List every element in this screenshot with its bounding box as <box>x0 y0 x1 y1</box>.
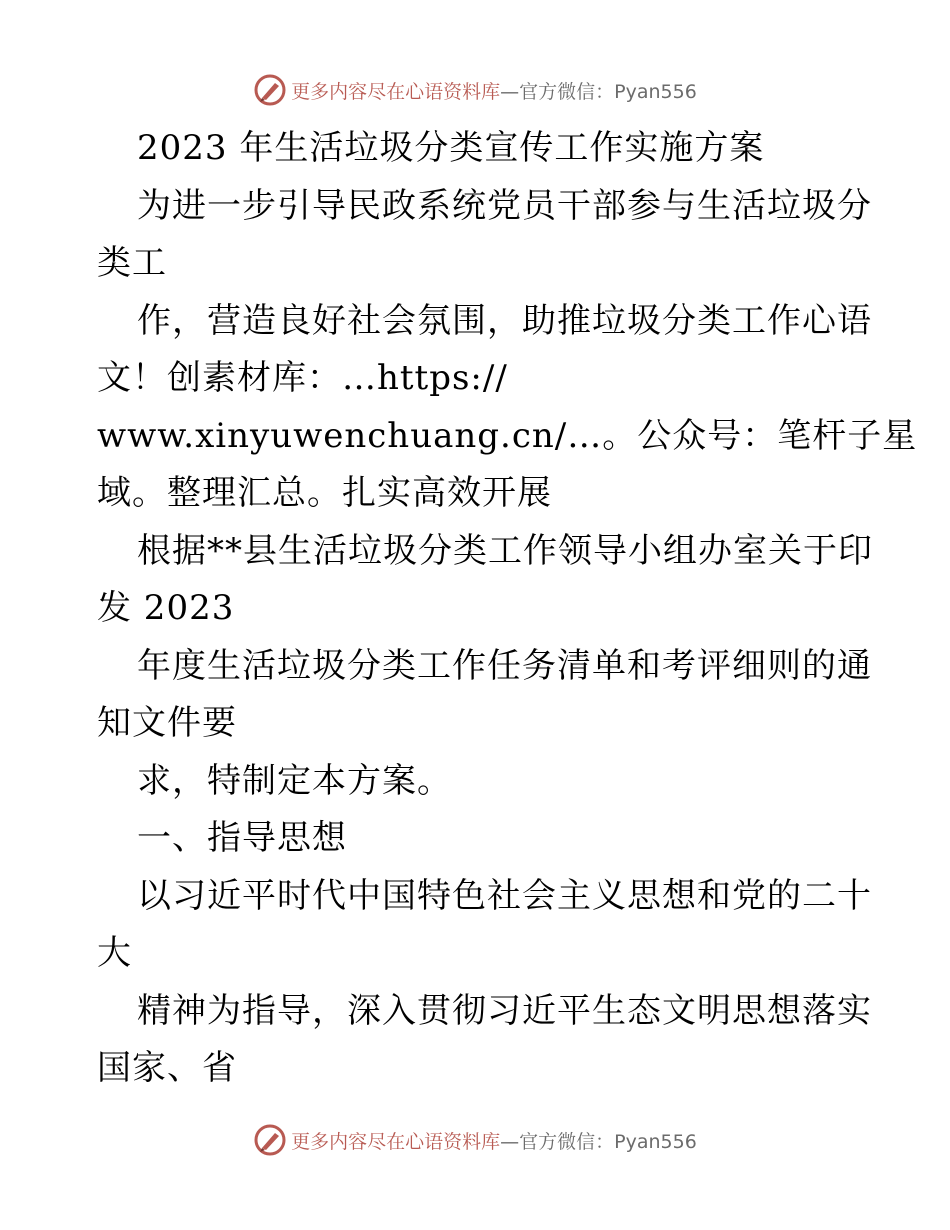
paragraph-line: 域。整理汇总。扎实高效开展 <box>97 473 552 513</box>
pen-circle-icon <box>253 1123 287 1157</box>
paragraph-line: 知文件要 <box>97 703 237 743</box>
header-watermark-banner <box>0 70 950 110</box>
paragraph-line: 根据**县生活垃圾分类工作领导小组办室关于印 <box>137 530 873 571</box>
document-body <box>97 120 918 1098</box>
paragraph-line: 发 2023 <box>97 588 235 628</box>
paragraph-line: 国家、省 <box>97 1048 237 1088</box>
paragraph-line: 以习近平时代中国特色社会主义思想和党的二十 <box>137 875 872 916</box>
paragraph-line: 类工 <box>97 243 167 283</box>
document-title: 2023 年生活垃圾分类宣传工作实施方案 <box>137 128 765 168</box>
paragraph-line: www.xinyuwenchuang.cn/…。公众号：笔杆子星 <box>97 415 918 456</box>
paragraph-line: 文！创素材库：…https:// <box>97 358 508 398</box>
footer-watermark-banner <box>0 1120 950 1160</box>
footer-banner-text: 更多内容尽在心语资料库—官方微信：Pyan556 <box>291 1130 697 1153</box>
paragraph-line: 精神为指导，深入贯彻习近平生态文明思想落实 <box>137 990 872 1031</box>
header-banner-text: 更多内容尽在心语资料库—官方微信：Pyan556 <box>291 80 697 103</box>
section-heading: 一、指导思想 <box>137 818 347 858</box>
pen-circle-icon <box>253 73 287 107</box>
paragraph-line: 大 <box>97 933 132 973</box>
paragraph-line: 求，特制定本方案。 <box>137 760 452 801</box>
paragraph-line: 为进一步引导民政系统党员干部参与生活垃圾分 <box>137 185 872 226</box>
paragraph-line: 年度生活垃圾分类工作任务清单和考评细则的通 <box>137 645 872 686</box>
paragraph-line: 作，营造良好社会氛围，助推垃圾分类工作心语 <box>137 300 872 341</box>
